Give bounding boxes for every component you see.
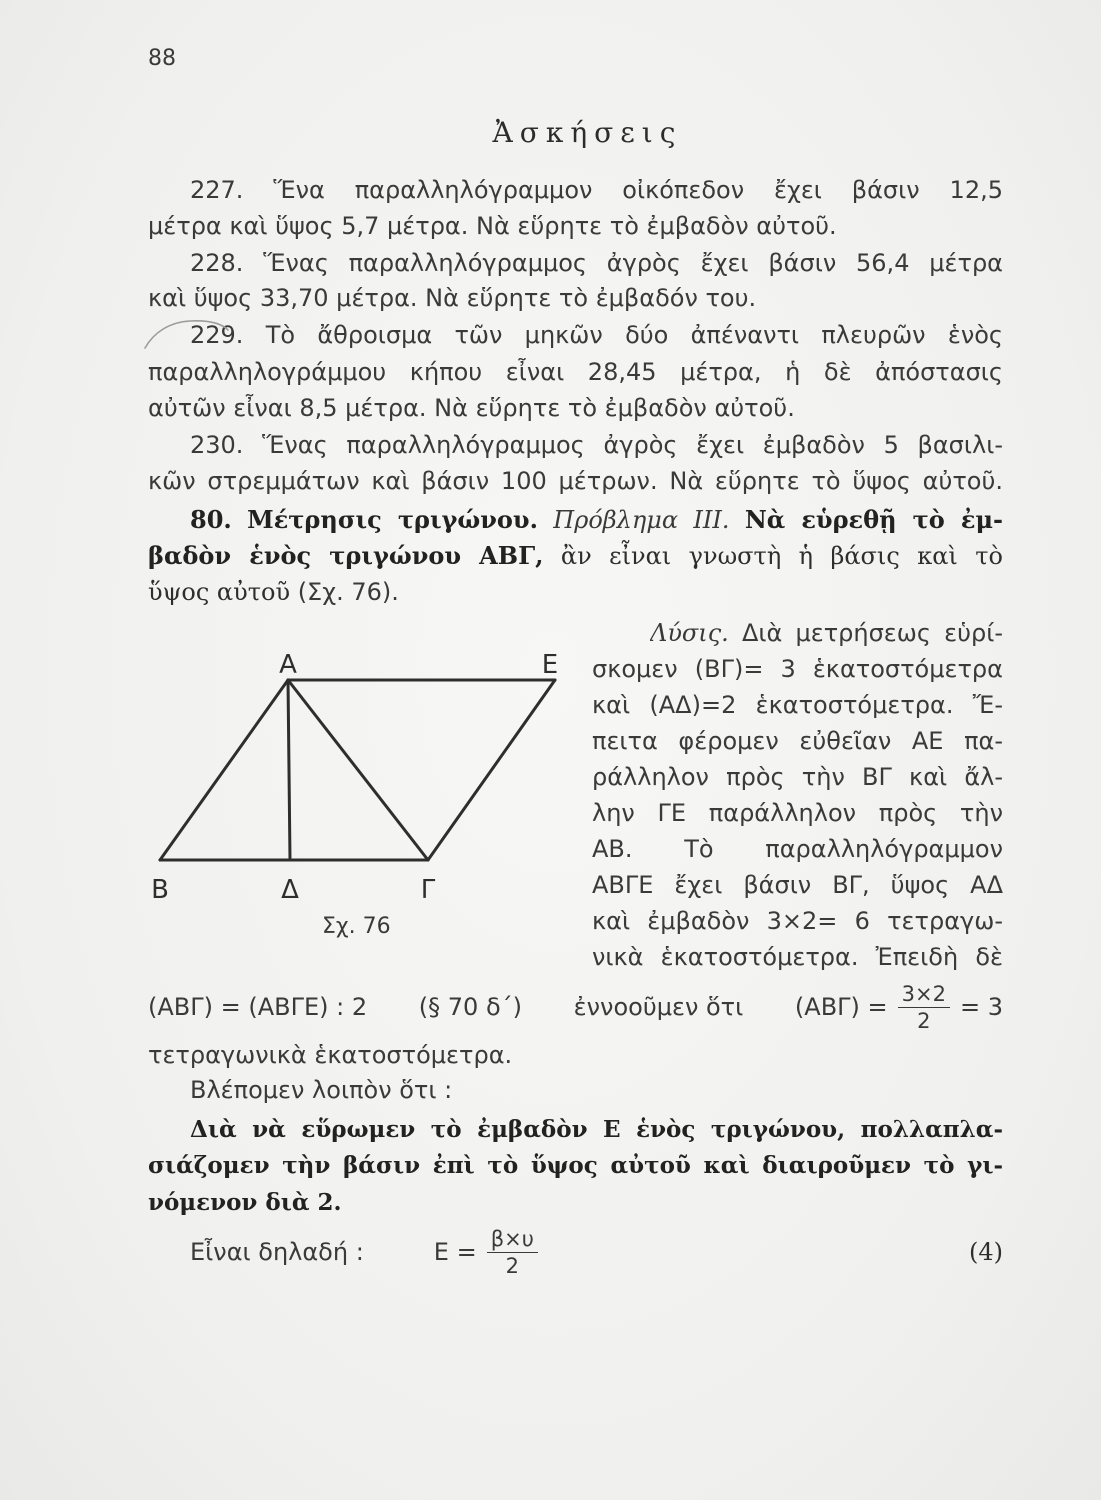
segment-ge	[428, 680, 555, 860]
rule-line-1: Διὰ νὰ εὕρωμεν τὸ ἐμβαδὸν Ε ἑνὸς τριγώνου, πολλαπλα-	[190, 1116, 1003, 1143]
exercise-230-line-2: κῶν στρεμμάτων καὶ βάσιν 100 μέτρων. Νὰ εὕρητε τὸ ὕψος αὐτοῦ.	[148, 467, 1003, 495]
fraction-numerator: 3×2	[898, 982, 950, 1008]
rule-line-2: σιάζομεν τὴν βάσιν ἐπὶ τὸ ὕψος αὐτοῦ καὶ διαιροῦμεν τὸ γι-	[148, 1152, 1003, 1179]
exercise-228-line-1: 228. Ἕνας παραλληλόγραμμος ἀγρὸς ἔχει βάσιν 56,4 μέτρα	[190, 249, 1003, 277]
exercise-228-line-2: καὶ ὕψος 33,70 μέτρα. Νὰ εὕρητε τὸ ἐμβαδόν του.	[148, 284, 757, 312]
problem-statement-2: ἂν εἶναι γνωστὴ ἡ βάσις καὶ τὸ	[560, 542, 1003, 570]
conclusion-lead: Βλέπομεν λοιπὸν ὅτι :	[190, 1076, 453, 1104]
solution-line-2: σκομεν (ΒΓ)= 3 ἑκατοστόμετρα	[592, 655, 1003, 683]
problem-statement-3: ὕψος αὐτοῦ	[148, 578, 291, 606]
solution-line-5: ράλληλον πρὸς τὴν ΒΓ καὶ ἄλ-	[592, 763, 1003, 791]
problem-number: 80.	[190, 505, 232, 534]
pencil-mark	[130, 312, 240, 357]
exercise-227-line-1: 227. Ἕνα παραλληλόγραμμον οἰκόπεδον ἔχει βάσιν 12,5	[190, 176, 1003, 204]
label-a: Α	[279, 650, 297, 680]
solution-label: Λύσις.	[650, 619, 729, 647]
label-b: Β	[151, 875, 169, 905]
figure-caption: Σχ. 76	[322, 914, 391, 939]
figure-76	[140, 640, 580, 920]
solution-line-4: πειτα φέρομεν εὐθεῖαν ΑΕ πα-	[592, 727, 1003, 755]
segment-ab	[160, 680, 288, 860]
formula-result	[795, 982, 1003, 1033]
fraction-denominator: 2	[917, 1008, 931, 1033]
formula-words: ἐννοοῦμεν ὅτι	[573, 993, 744, 1021]
formula-4-numerator: β×υ	[487, 1227, 538, 1253]
problem-statement-1: Νὰ εὑρεθῇ τὸ ἐμ-	[744, 505, 1003, 534]
formula-lhs: (ΑΒΓ) =	[794, 993, 888, 1021]
formula-area-ratio	[148, 979, 1003, 1035]
exercise-230-line-1: 230. Ἕνας παραλληλόγραμμος ἀγρὸς ἔχει ἐμβαδὸν 5 βασιλι-	[190, 431, 1003, 459]
solution-line-1	[650, 615, 1003, 651]
formula-reference: (§ 70 δ΄)	[418, 993, 522, 1021]
formula-4-lhs: Ε =	[433, 1238, 477, 1266]
conclusion-line: τετραγωνικὰ ἑκατοστόμετρα.	[148, 1041, 513, 1069]
segment-ag	[288, 680, 428, 860]
label-d: Δ	[281, 875, 299, 905]
problem-heading-line-1	[190, 502, 1003, 538]
equation-number: (4)	[969, 1238, 1003, 1266]
problem-statement-2-bold: βαδὸν ἑνὸς τριγώνου ΑΒΓ,	[148, 541, 544, 570]
solution-line-7: ΑΒ. Τὸ παραλληλόγραμμον	[592, 835, 1003, 863]
formula-4-fraction	[487, 1227, 538, 1278]
formula-4-denominator: 2	[505, 1253, 519, 1278]
segment-ad	[288, 680, 290, 860]
figure-reference: (Σχ. 76).	[297, 578, 399, 606]
exercise-229-line-1: 229. Τὸ ἄθροισμα τῶν μηκῶν δύο ἀπέναντι πλευρῶν ἑνὸς	[190, 321, 1003, 349]
solution-line-10: νικὰ ἑκατοστόμετρα. Ἐπειδὴ δὲ	[592, 943, 1003, 971]
solution-line-9: καὶ ἐμβαδὸν 3×2= 6 τετραγω-	[592, 907, 1003, 935]
rule-line-3: νόμενον διὰ 2.	[148, 1189, 342, 1216]
problem-title: Μέτρησις τριγώνου.	[247, 505, 538, 534]
formula-4	[190, 1224, 538, 1280]
problem-label: Πρόβλημα III.	[553, 506, 730, 534]
formula-4-expression	[434, 1227, 538, 1278]
fraction	[898, 982, 950, 1033]
solution-line-3: καὶ (ΑΔ)=2 ἑκατοστόμετρα. Ἔ-	[592, 691, 1003, 719]
formula-rhs: = 3	[959, 993, 1003, 1021]
solution-line-8: ΑΒΓΕ ἔχει βάσιν ΒΓ, ὕψος ΑΔ	[592, 871, 1003, 899]
problem-heading-line-2	[148, 538, 1003, 574]
problem-heading-line-3	[148, 574, 1003, 610]
solution-text-1: Διὰ μετρήσεως εὑρί-	[741, 619, 1003, 647]
formula-4-lead: Εἶναι δηλαδή :	[190, 1238, 364, 1266]
label-g: Γ	[420, 875, 436, 905]
solution-line-6: λην ΓΕ παράλληλον πρὸς τὴν	[592, 799, 1003, 827]
exercise-229-line-2: παραλληλογράμμου κήπου εἶναι 28,45 μέτρα, ἡ δὲ ἀπόστασις	[148, 358, 1003, 386]
exercise-229-line-3: αὐτῶν εἶναι 8,5 μέτρα. Νὰ εὕρητε τὸ ἐμβαδὸν αὐτοῦ.	[148, 394, 795, 422]
formula-part-1: (ΑΒΓ) = (ΑΒΓΕ) : 2	[148, 993, 368, 1021]
label-e: Ε	[541, 650, 559, 680]
exercise-227-line-2: μέτρα καὶ ὕψος 5,7 μέτρα. Νὰ εὕρητε τὸ ἐμβαδὸν αὐτοῦ.	[148, 212, 837, 240]
section-title: Ἀσκήσεις	[492, 116, 683, 149]
page-number: 88	[148, 46, 176, 71]
